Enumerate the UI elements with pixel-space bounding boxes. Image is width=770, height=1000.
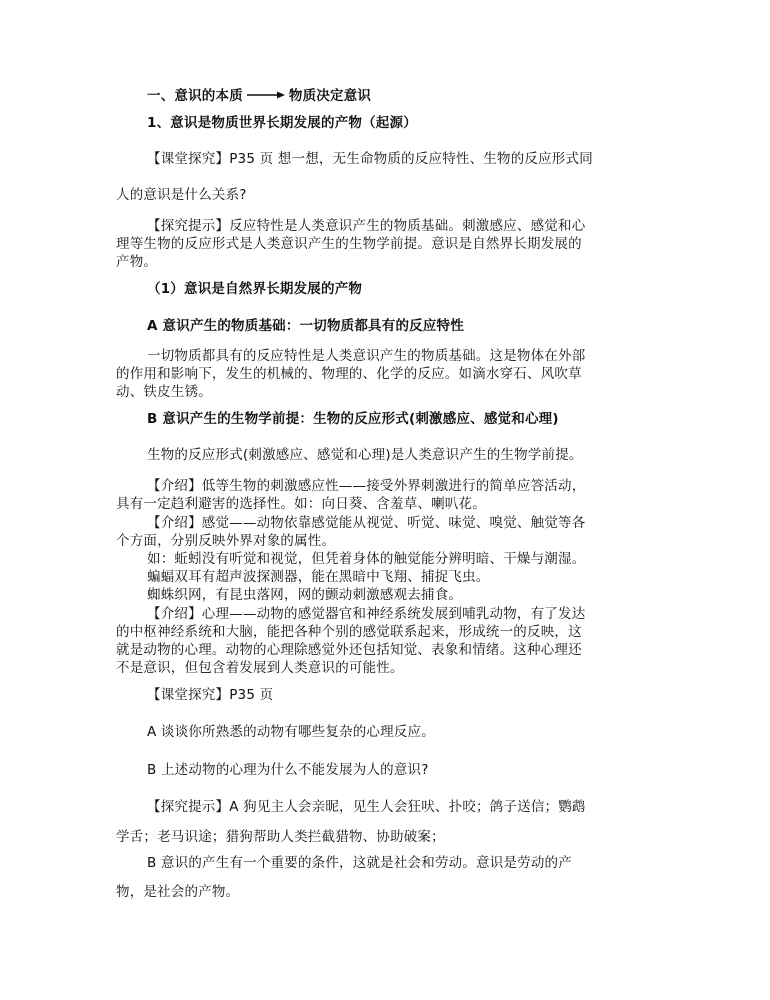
intro3-line2: 的中枢神经系统和大脑，能把各种个别的感觉联系起来，形成统一的反映，这 [116, 624, 582, 640]
heading-origin: 1、意识是物质世界长期发展的产物（起源） [147, 115, 417, 131]
intro2-line1: 【介绍】感觉——动物依靠感觉能从视觉、听觉、味觉、嗅觉、触觉等各 [147, 515, 586, 531]
question-B: B 上述动物的心理为什么不能发展为人的意识? [147, 762, 429, 778]
answerB-line1: B 意识的产生有一个重要的条件，这就是社会和劳动。意识是劳动的产 [147, 855, 572, 871]
intro2-line2: 个方面，分别反映外界对象的属性。 [116, 533, 336, 549]
explore2: 【课堂探究】P35 页 [147, 687, 274, 703]
question-A: A 谈谈你所熟悉的动物有哪些复杂的心理反应。 [147, 724, 435, 740]
example-earthworm: 如：蚯蚓没有听觉和视觉，但凭着身体的触觉能分辨明暗、干燥与潮湿。 [147, 551, 586, 567]
paraA-line2: 的作用和影响下，发生的机械的、物理的、化学的反应。如滴水穿石、风吹草 [116, 366, 582, 382]
arrow-right-icon [247, 87, 285, 105]
intro3-line4: 不是意识，但包含着发展到人类意识的可能性。 [116, 660, 404, 676]
hint2-line1: 【探究提示】A 狗见主人会亲昵，见生人会狂吠、扑咬；鸽子送信；鹦鹉 [147, 799, 586, 815]
hint2-line2: 学舌；老马识途；猎狗帮助人类拦截猎物、协助破案； [116, 829, 445, 845]
subheading-B: B 意识产生的生物学前提：生物的反应形式(刺激感应、感觉和心理) [147, 411, 559, 427]
intro3-line1: 【介绍】心理——动物的感觉器官和神经系统发展到哺乳动物，有了发达 [147, 606, 586, 622]
explore1-line2: 人的意识是什么关系? [116, 187, 247, 203]
answerB-line2: 物，是社会的产物。 [116, 884, 240, 900]
paraB: 生物的反应形式(刺激感应、感觉和心理)是人类意识产生的生物学前提。 [147, 447, 583, 463]
paraA-line3: 动、铁皮生锈。 [116, 384, 212, 400]
intro1-line2: 具有一定趋利避害的选择性。如：向日葵、含羞草、喇叭花。 [116, 496, 486, 512]
example-spider: 蜘蛛织网，有昆虫落网，网的颤动刺激感观去捕食。 [147, 587, 463, 603]
intro3-line3: 就是动物的心理。动物的心理除感觉外还包括知觉、表象和情绪。这种心理还 [116, 642, 582, 658]
hint1-line3: 产物。 [116, 254, 158, 270]
explore1-line1: 【课堂探究】P35 页 想一想，无生命物质的反应特性、生物的反应形式同 [147, 151, 593, 167]
hint1-line2: 理等生物的反应形式是人类意识产生的生物学前提。意识是自然界长期发展的 [116, 236, 582, 252]
paraA-line1: 一切物质都具有的反应特性是人类意识产生的物质基础。这是物体在外部 [147, 348, 586, 364]
subheading-1: （1）意识是自然界长期发展的产物 [147, 281, 363, 297]
intro1-line1: 【介绍】低等生物的刺激感应性——接受外界刺激进行的简单应答活动， [147, 478, 586, 494]
heading-essence: 一、意识的本质 物质决定意识 [147, 88, 372, 104]
hint1-line1: 【探究提示】反应特性是人类意识产生的物质基础。刺激感应、感觉和心 [147, 218, 586, 234]
example-bat: 蝙蝠双耳有超声波探测器，能在黑暗中飞翔、捕捉飞虫。 [147, 569, 490, 585]
subheading-A: A 意识产生的物质基础：一切物质都具有的反应特性 [147, 318, 464, 334]
